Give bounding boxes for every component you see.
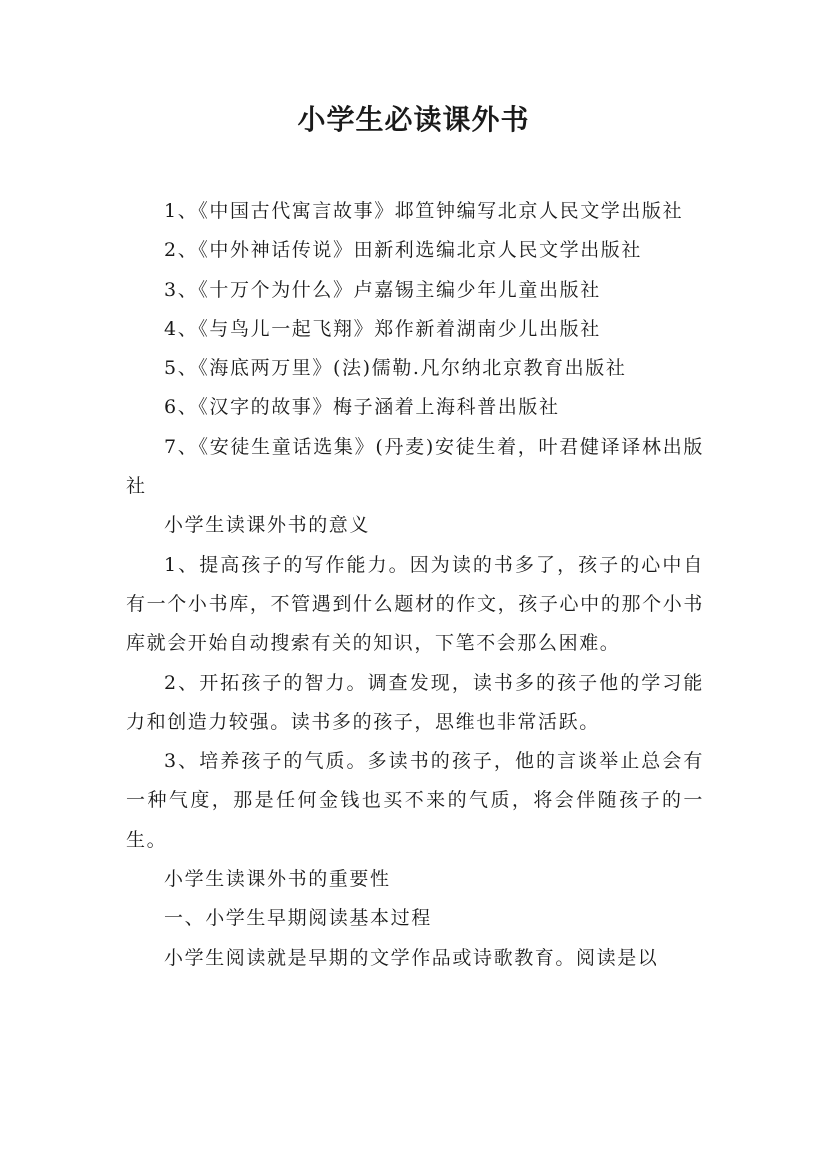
body-paragraph-reading: 小学生阅读就是早期的文学作品或诗歌教育。阅读是以	[164, 946, 659, 969]
significance-point-1: 1、提高孩子的写作能力。因为读的书多了，孩子的心中自有一个小书库，不管遇到什么题材的作文，孩子心中的那个小书库就会开始自动搜索有关的知识，下笔不会那么困难。	[126, 553, 704, 655]
book-item-1: 1、《中国古代寓言故事》邶笪钟编写北京人民文学出版社	[164, 200, 684, 222]
book-item-5: 5、《海底两万里》(法)儒勒.凡尔纳北京教育出版社	[164, 357, 627, 380]
book-item-3: 3、《十万个为什么》卢嘉锡主编少年儿童出版社	[164, 278, 601, 301]
section-heading-significance: 小学生读课外书的意义	[164, 514, 371, 537]
document-title: 小学生必读课外书	[297, 103, 530, 136]
book-item-7: 7、《安徒生童话选集》(丹麦)安徒生着，叶君健译译林出版社	[126, 435, 704, 498]
section-heading-importance: 小学生读课外书的重要性	[164, 868, 391, 891]
significance-point-2: 2、开拓孩子的智力。调查发现，读书多的孩子他的学习能力和创造力较强。读书多的孩子，思维也非常活跃。	[126, 671, 704, 733]
significance-point-3: 3、培养孩子的气质。多读书的孩子，他的言谈举止总会有一种气度，那是任何金钱也买不来的气质，将会伴随孩子的一生。	[126, 750, 704, 851]
book-item-4: 4、《与鸟儿一起飞翔》郑作新着湖南少儿出版社	[164, 317, 601, 340]
book-item-6: 6、《汉字的故事》梅子涵着上海科普出版社	[164, 396, 560, 419]
subsection-heading-reading-process: 一、小学生早期阅读基本过程	[164, 907, 432, 930]
document-body	[126, 192, 704, 978]
book-item-2: 2、《中外神话传说》田新利选编北京人民文学出版社	[164, 239, 642, 262]
